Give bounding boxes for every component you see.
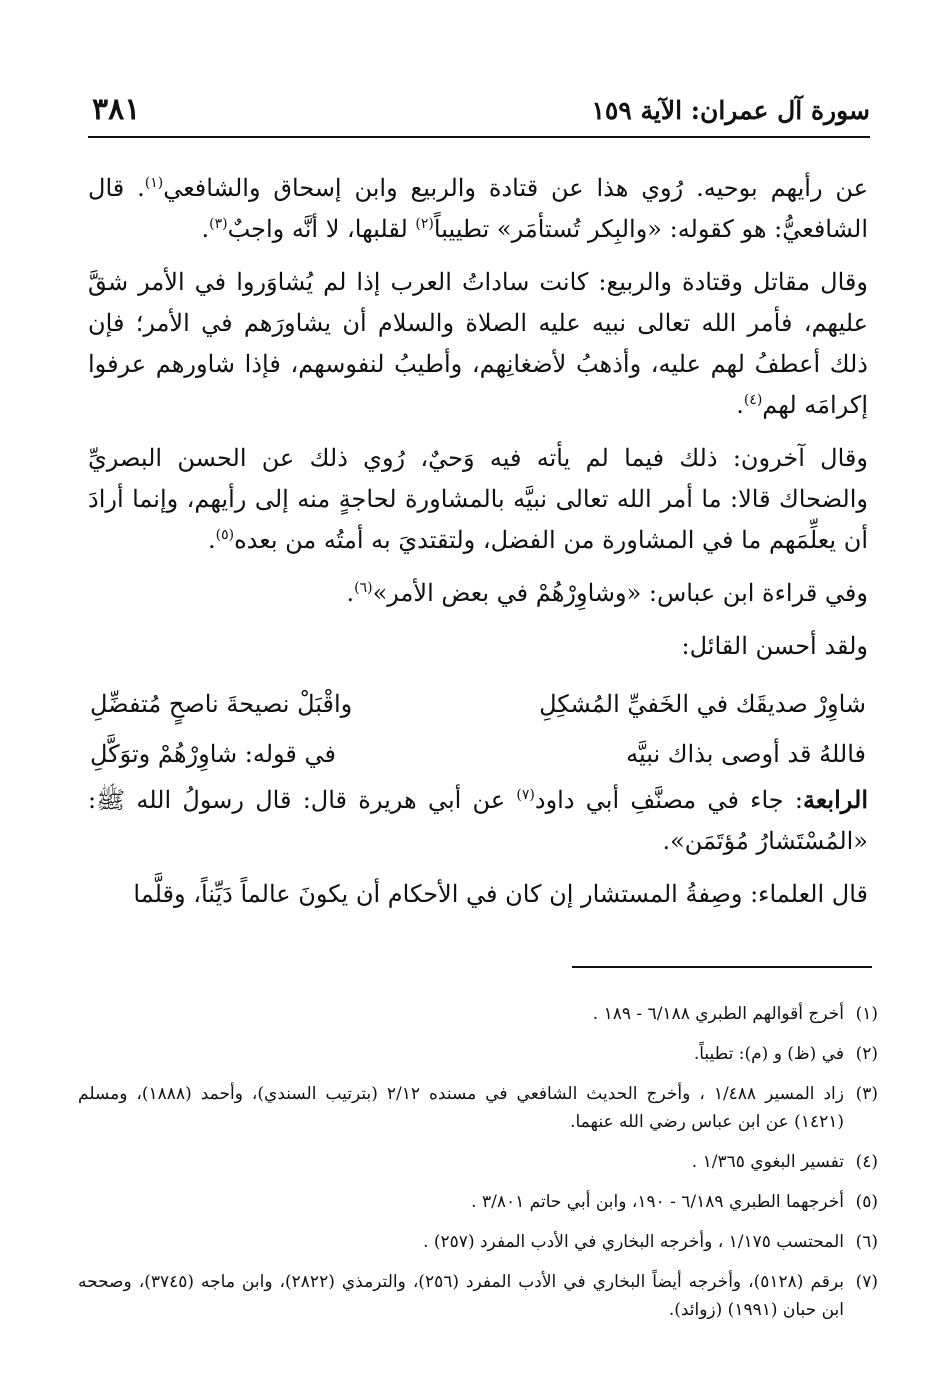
footnote-item [78,1080,878,1136]
page-number: ٣٨١ [92,92,141,127]
paragraph-text: وقال آخرون: ذلك فيما لم يأته فيه وَحيٌ، رُوي ذلك عن الحسن البصريِّ والضحاك قالا: ما أمر الله تعالى نبيَّه بالمشاورة لحاجةٍ منه إلى رأيهم، وإنما أرادَ أن يعلِّمَهم ما في المشاورة من الفضل، ولتقتديَ به أمتُه من بعده [88,444,868,554]
footnote-number: (٥) [855,1192,878,1212]
verse-hemistich-right: شاوِرْ صديقَك في الخَفيِّ المُشكِلِ [539,690,866,718]
paragraph-1 [88,168,868,250]
footnote-item [78,1000,878,1028]
paragraph-text: . قال الشافعيُّ: هو كقوله: «والبِكر تُستأمَر» تطييباً [88,174,868,243]
paragraph-5: ولقد أحسن القائل: [681,632,868,660]
footnote-separator [572,966,872,968]
header-title: سورة آل عمران: الآية ١٥٩ [591,96,870,125]
footnote-text: أخرجهما الطبري ٦/١٨٩ - ١٩٠، وابن أبي حاتم ٣/٨٠١ . [471,1192,844,1212]
footnote-ref: (١) [144,175,164,191]
footnote-item [78,1148,878,1176]
paragraph-text: . [736,391,744,419]
footnote-text: تفسير البغوي ١/٣٦٥ . [691,1152,844,1172]
footnote-number: (٢) [855,1044,878,1064]
running-header [88,92,870,138]
footnote-text: برقم (٥١٢٨)، وأخرجه أيضاً البخاري في الأدب المفرد (٢٥٦)، والترمذي (٢٨٢٢)، وابن ماجه (٣٧٤٥)، وصححه ابن حبان (١٩٩١) (زوائد). [78,1272,844,1320]
footnote-text: المحتسب ١/١٧٥ ، وأخرجه البخاري في الأدب المفرد (٢٥٧) . [423,1232,844,1252]
footnote-number: (٦) [855,1232,878,1252]
footnote-text: أخرج أقوالهم الطبري ٦/١٨٨ - ١٨٩ . [592,1004,844,1024]
footnote-number: (٣) [855,1084,878,1104]
paragraph-text: . [201,215,210,243]
paragraph-text: : جاء في مصنَّفِ أبي داود [534,786,803,814]
footnote-item [78,1228,878,1256]
paragraph-text: عن رأيهم بوحيه. رُوي هذا عن قتادة والربيع وابن إسحاق والشافعي [163,174,868,202]
footnote-item [78,1268,878,1324]
footnote-ref: (٥) [215,527,235,543]
footnote-ref: (٧) [516,787,535,803]
footnote-item [78,1188,878,1216]
verse-hemistich-right: فاللهُ قد أوصى بذاك نبيَّه [626,740,866,768]
paragraph-3 [88,438,868,561]
paragraph-text: عن أبي هريرة قال: قال رسولُ الله ﷺ: «المُسْتَشارُ مُؤتَمَن». [88,786,868,855]
footnote-ref: (٣) [209,216,228,232]
paragraph-4 [88,573,868,614]
paragraph-text: . [207,526,216,554]
footnote-ref: (٦) [354,580,373,596]
paragraph-7: قال العلماء: وصِفةُ المستشار إن كان في الأحكام أن يكونَ عالماً دَيِّناً، وقلَّما [133,880,868,908]
main-text [88,168,868,927]
footnote-number: (٧) [855,1272,878,1292]
footnote-text: في (ظ) و (م): تطيباً. [693,1044,844,1064]
paragraph-2 [88,262,868,426]
verse-hemistich-left: في قوله: شاوِرْهُمْ وتوَكَّلِ [90,740,336,768]
footnote-ref: (٢) [415,216,434,232]
paragraph-text: وفي قراءة ابن عباس: «وشاوِرْهُمْ في بعض الأمر» [372,579,868,607]
verse-line-2 [90,729,866,779]
paragraph-text: لقلبها، لا أنَّه واجبٌ [227,215,416,243]
verse-hemistich-left: واقْبَلْ نصيحةَ ناصحٍ مُتفضِّلِ [90,690,353,718]
paragraph-text: . [346,579,355,607]
paragraph-6 [88,779,868,862]
section-label: الرابعة [802,785,868,814]
footnote-text: زاد المسير ١/٤٨٨ ، وأخرج الحديث الشافعي في مسنده ٢/١٢ (بترتيب السندي)، وأحمد (١٨٨٨)، ومسلم (١٤٢١) عن ابن عباس رضي الله عنهما. [78,1084,844,1132]
footnote-number: (٤) [855,1152,878,1172]
footnote-item [78,1040,878,1068]
paragraph-text: وقال مقاتل وقتادة والربيع: كانت ساداتُ العرب إذا لم يُشاوَروا في الأمر شقَّ عليهم، فأمر الله تعالى نبيه عليه الصلاة والسلام أن يشاورَهم في الأمر؛ فإن ذلك أعطفُ لهم عليه، وأذهبُ لأضغانِهم، وأطيبُ لنفوسهم، فإذا شاورهم عرفوا إكرامَه لهم [88,268,868,419]
footnotes [78,1000,878,1336]
footnote-ref: (٤) [743,392,763,408]
footnote-number: (١) [855,1004,878,1024]
verse-line-1 [90,679,866,729]
